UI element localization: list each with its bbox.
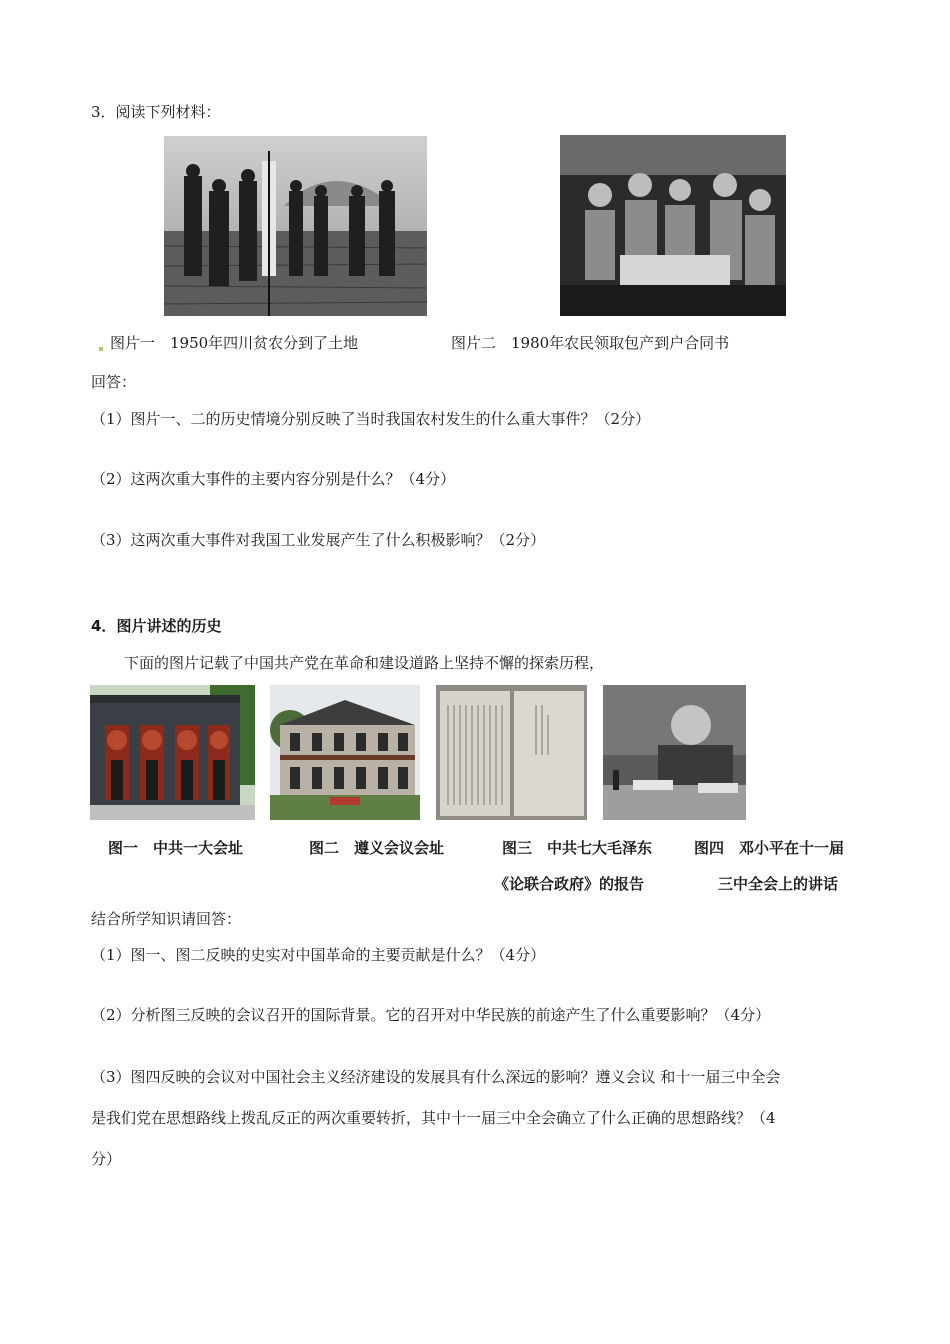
q3-question-3: （3）这两次重大事件对我国工业发展产生了什么积极影响？（2分） <box>91 531 546 549</box>
q4-question-3-line1: （3）图四反映的会议对中国社会主义经济建设的发展具有什么深远的影响？遵义会议 和十一届三中全会 <box>91 1068 781 1086</box>
q4-question-2: （2）分析图三反映的会议召开的国际背景。它的召开对中华民族的前途产生了什么重要影响？（4分） <box>91 1006 771 1024</box>
q4-title: 图片讲述的历史 <box>116 617 222 635</box>
photo-caption-1: 图片一 1950年四川贫农分到了土地 <box>110 334 359 352</box>
q3-question-2: （2）这两次重大事件的主要内容分别是什么？（4分） <box>91 470 456 488</box>
figure-1-photo <box>90 685 255 820</box>
q4-intro: 下面的图片记载了中国共产党在革命和建设道路上坚持不懈的探索历程， <box>124 654 605 672</box>
figure-4-photo <box>603 685 746 820</box>
figure-4-svg <box>603 685 746 820</box>
figure-caption-4: 图四 邓小平在十一届 <box>694 839 845 857</box>
q3-answer-label: 回答： <box>91 373 137 391</box>
photo-1950-land-reform <box>164 136 427 316</box>
q4-question-3-line3: 分） <box>91 1150 122 1168</box>
figure-caption-1: 图一 中共一大会址 <box>108 839 244 857</box>
photo-1950-land-reform-svg <box>164 136 427 316</box>
figure-caption-2: 图二 遵义会议会址 <box>309 839 445 857</box>
figure-1-svg <box>90 685 255 820</box>
q4-answer-label: 结合所学知识请回答： <box>91 910 242 928</box>
figure-3-photo <box>436 685 587 820</box>
q4-question-1: （1）图一、图二反映的史实对中国革命的主要贡献是什么？（4分） <box>91 946 546 964</box>
photo-1980-contract <box>560 135 786 316</box>
figure-2-svg <box>270 685 420 820</box>
photo-1980-contract-svg <box>560 135 786 316</box>
photo-caption-2: 图片二 1980年农民领取包产到户合同书 <box>451 334 730 352</box>
q4-number: 4． <box>91 617 117 635</box>
stray-mark <box>99 347 103 351</box>
q3-question-1: （1）图片一、二的历史情境分别反映了当时我国农村发生的什么重大事件？（2分） <box>91 410 651 428</box>
q4-question-3-line2: 是我们党在思想路线上拨乱反正的两次重要转折，其中十一届三中全会确立了什么正确的思想路线？（4 <box>91 1109 776 1127</box>
q3-heading: 3．阅读下列材料： <box>91 103 221 121</box>
figure-caption-3-line2: 《论联合政府》的报告 <box>494 875 645 893</box>
q4-heading <box>91 616 221 636</box>
figure-caption-3: 图三 中共七大毛泽东 <box>502 839 653 857</box>
figure-caption-4-line2: 三中全会上的讲话 <box>718 875 839 893</box>
figure-3-svg <box>436 685 587 820</box>
figure-2-photo <box>270 685 420 820</box>
